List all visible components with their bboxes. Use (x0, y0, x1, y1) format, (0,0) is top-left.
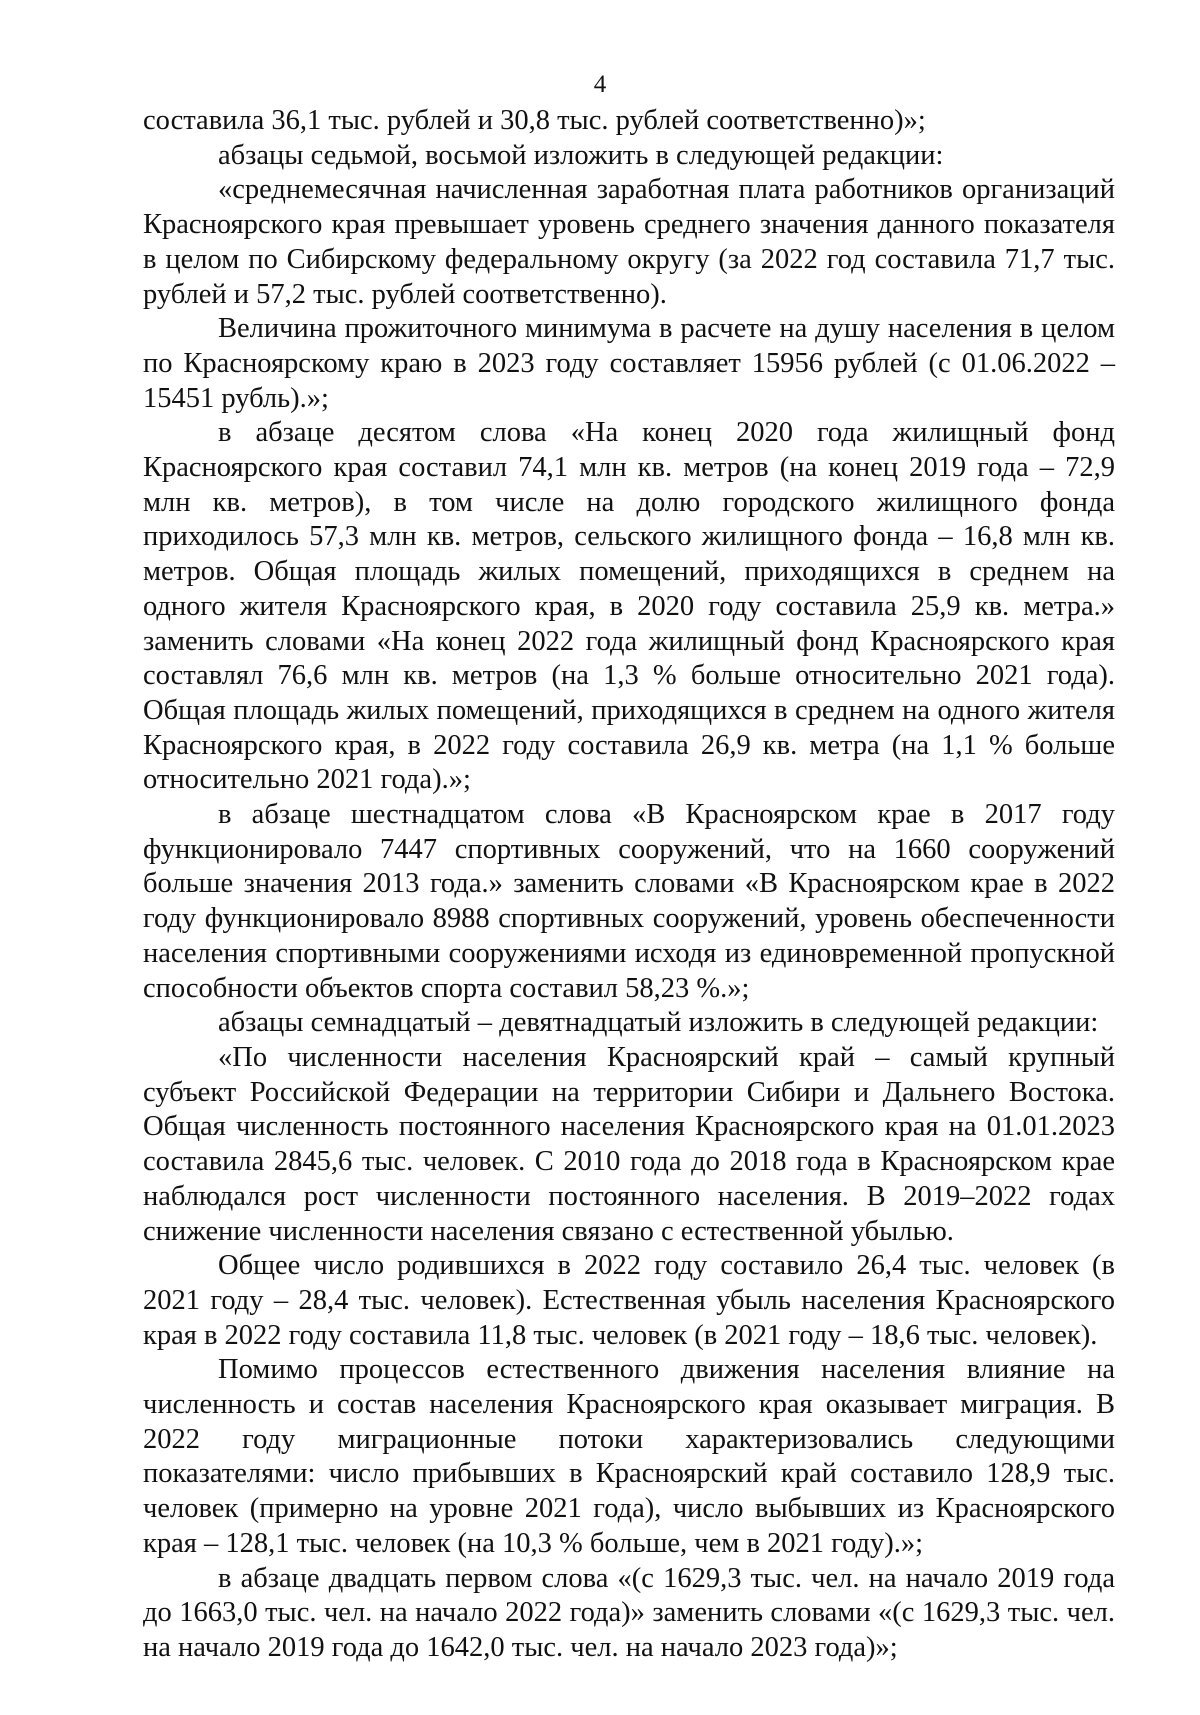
paragraph: «По численности населения Красноярский край – самый крупный субъект Российской Федерации на территории Сибири и Дальнего Востока. Общая численность постоянного населения Красноярского края на 01.01.2023 составила 2845,6 тыс. человек. С 2010 года до 2018 года в Красноярском крае наблюдался рост численности постоянного населения. В 2019–2022 годах снижение численности населения связано с естественной убылью. (143, 1041, 1115, 1247)
document-body (143, 104, 1115, 1666)
paragraph: в абзаце двадцать первом слова «(с 1629,3 тыс. чел. на начало 2019 года до 1663,0 тыс. чел. на начало 2022 года)» заменить словами «(с 1629,3 тыс. чел. на начало 2019 года до 1642,0 тыс. чел. на начало 2023 года)»; (143, 1562, 1115, 1663)
paragraph: Величина прожиточного минимума в расчете на душу населения в целом по Красноярскому краю в 2023 году составляет 15956 рублей (с 01.06.2022 – 15451 рубль).»; (143, 313, 1115, 414)
paragraph: Общее число родившихся в 2022 году составило 26,4 тыс. человек (в 2021 году – 28,4 тыс. человек). Естественная убыль населения Красноярского края в 2022 году составила 11,8 тыс. человек (в 2021 году – 18,6 тыс. человек). (143, 1250, 1115, 1351)
paragraph: Помимо процессов естественного движения населения влияние на численность и состав населения Красноярского края оказывает миграция. В 2022 году миграционные потоки характеризовались следующими показателями: число прибывших в Красноярский край составило 128,9 тыс. человек (примерно на уровне 2021 года), число выбывших из Красноярского края – 128,1 тыс. человек (на 10,3 % больше, чем в 2021 году).»; (143, 1354, 1115, 1559)
paragraph: в абзаце десятом слова «На конец 2020 года жилищный фонд Красноярского края составил 74,1 млн кв. метров (на конец 2019 года – 72,9 млн кв. метров), в том числе на долю городского жилищного фонда приходилось 57,3 млн кв. метров, сельского жилищного фонда – 16,8 млн кв. метров. Общая площадь жилых помещений, приходящихся в среднем на одного жителя Красноярского края, в 2020 году составила 25,9 кв. метра.» заменить словами «На конец 2022 года жилищный фонд Красноярского края составлял 76,6 млн кв. метров (на 1,3 % больше относительно 2021 года). Общая площадь жилых помещений, приходящихся в среднем на одного жителя Красноярского края, в 2022 году составила 26,9 кв. метра (на 1,1 % больше относительно 2021 года).»; (143, 417, 1115, 796)
paragraph-continuation: составила 36,1 тыс. рублей и 30,8 тыс. рублей соответственно)»; (143, 105, 926, 136)
page-number: 4 (593, 71, 607, 98)
paragraph: абзацы седьмой, восьмой изложить в следующей редакции: (218, 139, 944, 171)
paragraph: абзацы семнадцатый – девятнадцатый изложить в следующей редакции: (218, 1007, 1099, 1039)
paragraph: в абзаце шестнадцатом слова «В Красноярском крае в 2017 году функционировало 7447 спортивных сооружений, что на 1660 сооружений больше значения 2013 года.» заменить словами «В Красноярском крае в 2022 году функционировало 8988 спортивных сооружений, уровень обеспеченности населения спортивными сооружениями исходя из единовременной пропускной способности объектов спорта составил 58,23 %.»; (143, 799, 1115, 1004)
paragraph: «среднемесячная начисленная заработная плата работников организаций Красноярского края превышает уровень среднего значения данного показателя в целом по Сибирскому федеральному округу (за 2022 год составила 71,7 тыс. рублей и 57,2 тыс. рублей соответственно). (143, 174, 1115, 310)
